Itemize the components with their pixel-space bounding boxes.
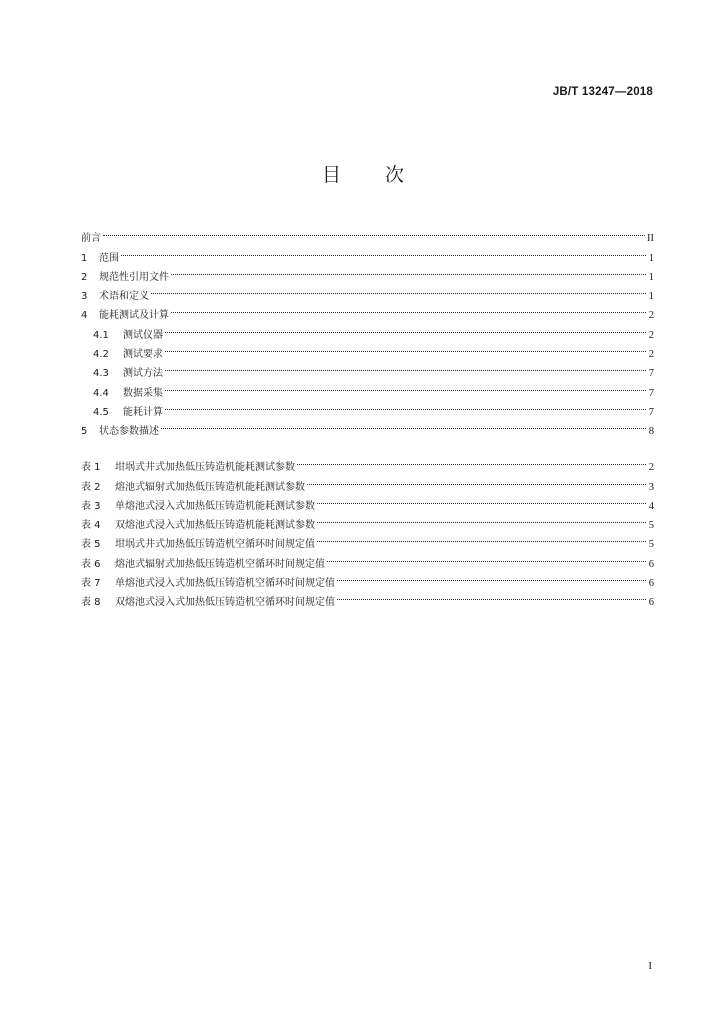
toc-entry-number: 表 4: [81, 520, 101, 532]
toc-entry[interactable]: [81, 451, 654, 474]
toc-entry-number: 1: [81, 252, 88, 264]
toc-entry-number: 表 1: [81, 462, 101, 474]
dot-leader: [165, 338, 646, 357]
toc-entry-page: 6: [648, 597, 654, 609]
toc-entry-number: 表 8: [81, 597, 101, 609]
toc-entry[interactable]: [81, 357, 654, 380]
toc-entry-number: 5: [81, 426, 88, 438]
toc-entry[interactable]: [81, 338, 654, 361]
toc-entry-label: 数据采集: [123, 387, 163, 399]
toc-entry-page: 7: [648, 387, 654, 399]
toc-entry-page: 8: [648, 426, 654, 438]
toc-entry-page: 2: [648, 462, 654, 474]
toc-tables-list: [81, 451, 654, 609]
toc-entry-page: 7: [648, 406, 654, 418]
toc-entry-page: 2: [648, 329, 654, 341]
title-char: 目: [321, 164, 341, 186]
toc-entry-label: 测试方法: [123, 368, 163, 380]
dot-leader: [161, 415, 646, 434]
toc-entry[interactable]: [81, 318, 654, 341]
toc-entry[interactable]: [81, 241, 654, 264]
toc-entry-number: 2: [81, 271, 88, 283]
toc-entry-number: 4.5: [93, 406, 109, 418]
toc-entry[interactable]: [81, 376, 654, 399]
toc-entry-page: 4: [648, 500, 654, 512]
toc-entry[interactable]: [81, 261, 654, 283]
toc-entry-page: 7: [648, 368, 654, 380]
toc-entry-label: 坩埚式井式加热低压铸造机能耗测试参数: [115, 462, 295, 474]
toc-entry-label: 坩埚式井式加热低压铸造机空循环时间规定值: [115, 539, 315, 551]
toc-entry-number: 4.3: [93, 368, 109, 380]
toc-entry-number: 4.2: [93, 349, 109, 361]
toc-entry[interactable]: [81, 415, 654, 438]
toc-entry-page: 5: [648, 520, 654, 532]
dot-leader: [171, 299, 646, 318]
toc-sections-list: [81, 222, 654, 438]
toc-entry-label: 熔池式辐射式加热低压铸造机空循环时间规定值: [115, 558, 325, 570]
title-char: 次: [385, 164, 405, 186]
page-number: I: [648, 960, 652, 972]
dot-leader: [103, 222, 645, 241]
dot-leader: [121, 241, 646, 260]
toc-entry-label: 能耗计算: [123, 406, 163, 418]
toc-entry-label: 前言: [81, 233, 101, 245]
toc-entry[interactable]: [81, 299, 654, 322]
dot-leader: [165, 318, 646, 337]
toc-entry-number: 4.4: [93, 387, 109, 399]
dot-leader: [317, 509, 646, 528]
toc-entry-label: 范围: [99, 252, 119, 264]
toc-entry-label: 状态参数描述: [99, 426, 159, 438]
toc-entry-label: 单熔池式浸入式加热低压铸造机能耗测试参数: [115, 500, 315, 512]
toc-entry-label: 测试要求: [123, 349, 163, 361]
dot-leader: [337, 586, 646, 605]
dot-leader: [297, 451, 646, 470]
toc-entry-page: 6: [648, 558, 654, 570]
toc-entry-label: 规范性引用文件: [99, 271, 169, 283]
toc-entry-number: 4.1: [93, 329, 109, 341]
toc-entry-page: 1: [648, 252, 654, 264]
dot-leader: [151, 280, 646, 299]
toc-entry-number: 表 5: [81, 539, 101, 551]
toc-entry-page: 1: [648, 271, 654, 283]
dot-leader: [171, 261, 646, 280]
standard-code: JB/T 13247—2018: [552, 86, 653, 98]
toc-entry-page: 2: [648, 349, 654, 361]
dot-leader: [165, 396, 646, 415]
toc-entry-number: 表 2: [81, 481, 101, 493]
dot-leader: [317, 490, 646, 509]
dot-leader: [317, 528, 646, 547]
dot-leader: [327, 547, 646, 566]
toc-entry[interactable]: [81, 396, 654, 418]
toc-entry-page: 6: [648, 578, 654, 590]
dot-leader: [307, 470, 646, 489]
toc-entry-label: 术语和定义: [99, 291, 149, 303]
toc-entry-page: 1: [648, 291, 654, 303]
toc-entry-label: 双熔池式浸入式加热低压铸造机空循环时间规定值: [115, 597, 335, 609]
dot-leader: [337, 567, 646, 586]
dot-leader: [165, 376, 646, 395]
toc-entry-label: 熔池式辐射式加热低压铸造机能耗测试参数: [115, 481, 305, 493]
toc-entry-number: 4: [81, 310, 88, 322]
page-title: [0, 160, 726, 187]
toc-entry-number: 表 3: [81, 500, 101, 512]
toc-entry-label: 测试仪器: [123, 329, 163, 341]
toc-entry-page: 3: [648, 481, 654, 493]
toc-entry-label: 能耗测试及计算: [99, 310, 169, 322]
toc-entry[interactable]: [81, 280, 654, 303]
toc-entry-page: 2: [648, 310, 654, 322]
toc-entry-label: 单熔池式浸入式加热低压铸造机空循环时间规定值: [115, 578, 335, 590]
toc-entry-number: 3: [81, 291, 88, 303]
dot-leader: [165, 357, 646, 376]
toc-entry[interactable]: [81, 222, 654, 245]
toc-entry-number: 表 6: [81, 558, 101, 570]
toc-entry-label: 双熔池式浸入式加热低压铸造机能耗测试参数: [115, 520, 315, 532]
toc-entry-page: II: [647, 233, 654, 245]
toc-entry-number: 表 7: [81, 578, 101, 590]
toc-entry-page: 5: [648, 539, 654, 551]
